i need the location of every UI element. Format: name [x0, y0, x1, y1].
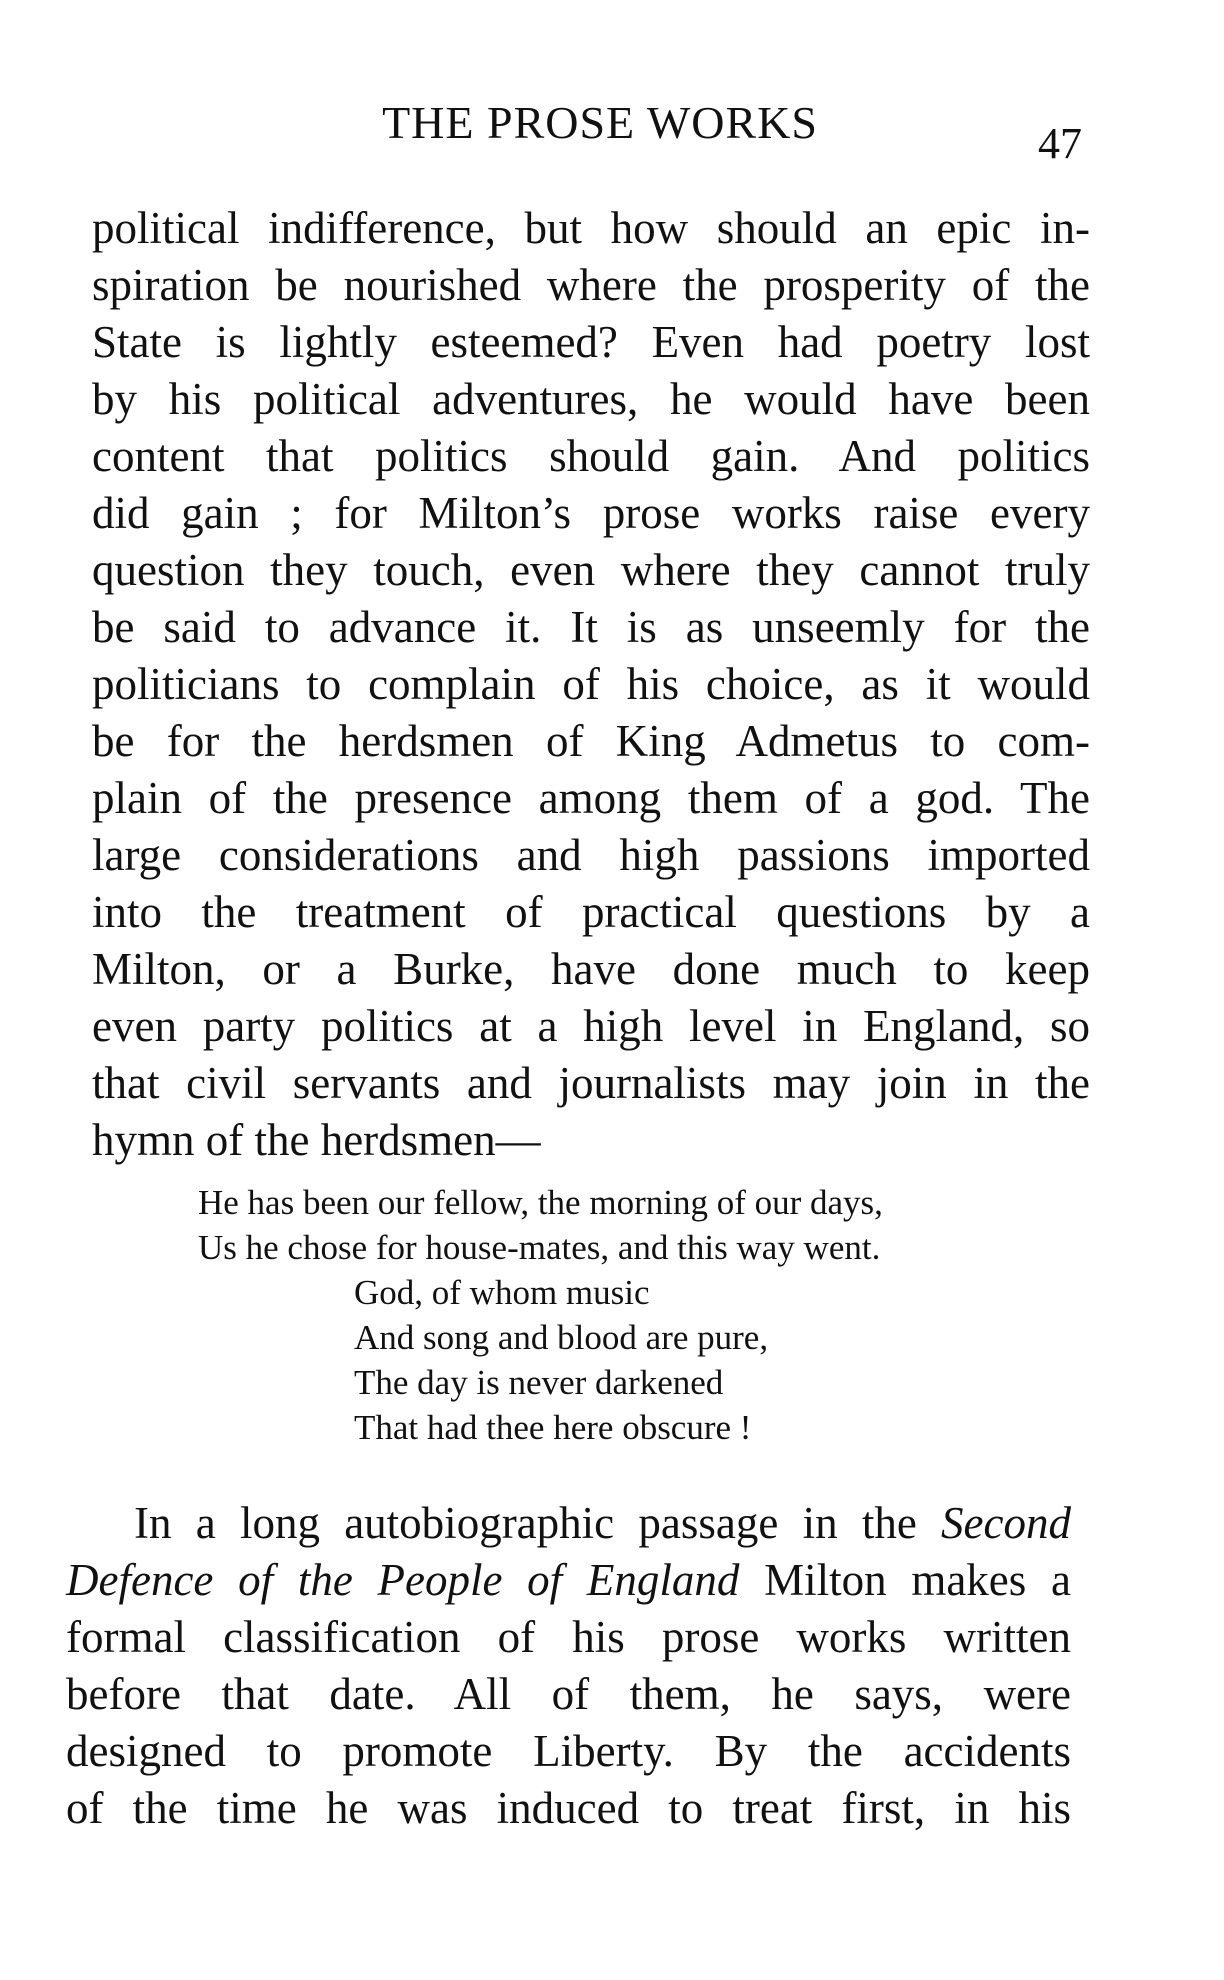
text-line: that civil servants and journalists may join in the	[92, 1058, 1090, 1108]
text-line: of the time he was induced to treat first, in his	[66, 1783, 1071, 1833]
text-line: did gain ; for Milton’s prose works raise every	[92, 488, 1090, 538]
text-line: spiration be nourished where the prosperity of the	[92, 260, 1090, 310]
text-line: Milton, or a Burke, have done much to keep	[92, 944, 1090, 994]
text-line: formal classification of his prose works written	[66, 1612, 1071, 1662]
text-line: be said to advance it. It is as unseemly for the	[92, 602, 1090, 652]
text-line: State is lightly esteemed? Even had poetry lost	[92, 317, 1090, 367]
italic-title: Defence of the People of England	[66, 1555, 740, 1605]
verse-line: And song and blood are pure,	[354, 1318, 769, 1357]
text-line: by his political adventures, he would have been	[92, 374, 1090, 424]
verse-line: Us he chose for house-mates, and this way went.	[198, 1228, 881, 1267]
text-line: before that date. All of them, he says, were	[66, 1669, 1071, 1719]
text-span: Milton makes a	[764, 1555, 1071, 1605]
text-line: designed to promote Liberty. By the accidents	[66, 1726, 1071, 1776]
text-line: large considerations and high passions imported	[92, 830, 1090, 880]
page-number: 47	[1038, 119, 1082, 168]
text-line	[66, 1552, 1071, 1609]
verse-line: The day is never darkened	[354, 1363, 724, 1402]
text-line: plain of the presence among them of a god. The	[92, 773, 1090, 823]
text-line: political indifference, but how should an epic in-	[92, 203, 1090, 253]
text-line: be for the herdsmen of King Admetus to com-	[92, 716, 1090, 766]
italic-title: Second	[941, 1498, 1071, 1548]
text-line: content that politics should gain. And politics	[92, 431, 1090, 481]
verse-line: God, of whom music	[354, 1273, 650, 1312]
text-line: hymn of the herdsmen—	[92, 1115, 541, 1165]
verse-line: He has been our fellow, the morning of our days,	[198, 1183, 883, 1222]
text-line: into the treatment of practical questions by a	[92, 887, 1090, 937]
verse-line: That had thee here obscure !	[354, 1408, 752, 1447]
text-line: politicians to complain of his choice, as it would	[92, 659, 1090, 709]
text-span: In a long autobiographic passage in the	[134, 1498, 917, 1548]
text-line: question they touch, even where they cannot truly	[92, 545, 1090, 595]
running-title: THE PROSE WORKS	[382, 97, 818, 148]
text-line	[66, 1495, 1071, 1552]
text-line: even party politics at a high level in England, so	[92, 1001, 1090, 1051]
